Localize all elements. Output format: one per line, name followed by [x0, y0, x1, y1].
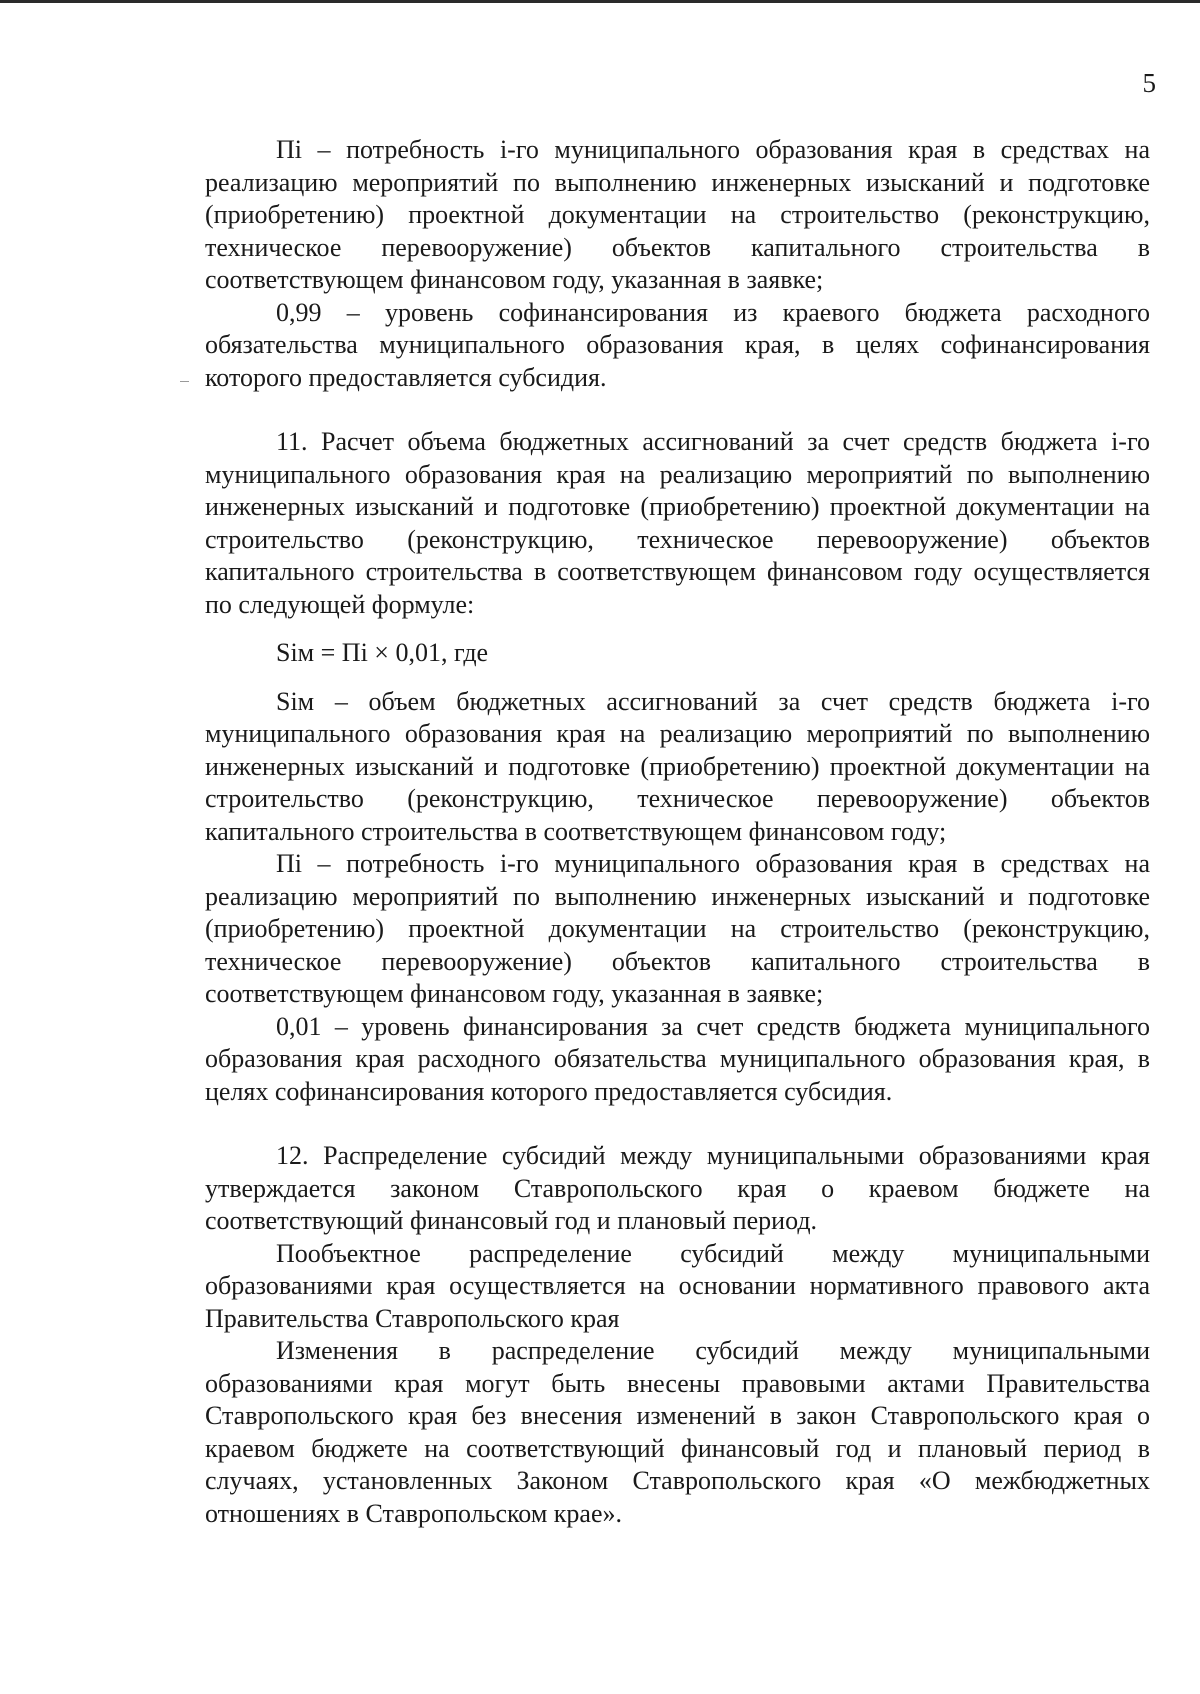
- distribution-changes-paragraph: Изменения в распределение субсидий между муниципальными образованиями края могут быть внесены правовыми актами Правительства Ставропольского края без внесения изменений в закон Ставропольского края о краевом бюджете на соответствующий финансовый год и плановый период в случаях, установленных Законом Ставропольского края «О межбюджетных отношениях в Ставропольском крае».: [205, 1336, 1150, 1528]
- definition-001: 0,01 – уровень финансирования за счет средств бюджета муниципального образования края расходного обязательства муниципального образования края, в целях софинансирования которого предоставляется субсидия.: [205, 1011, 1150, 1106]
- definition-pi-second: Пi – потребность i-го муниципального образования края в средствах на реализацию мероприятий по выполнению инженерных изысканий и подготовке (приобретению) проектной документации на строительство (реконструкцию, техническое перевооружение) объектов капитального строительства в соответствующем финансовом году, указанная в заявке;: [205, 849, 1150, 1008]
- margin-mark: [180, 381, 189, 382]
- page-number: 5: [1142, 68, 1156, 98]
- document-body: [205, 134, 1150, 1530]
- clause-11: 11. Расчет объема бюджетных ассигнований за счет средств бюджета i-го муниципального образования края на реализацию мероприятий по выполнению инженерных изысканий и подготовке (приобретению) проектной документации на строительство (реконструкцию, техническое перевооружение) объектов капитального строительства в соответствующем финансовом году осуществляется по следующей формуле:: [205, 427, 1150, 619]
- object-distribution-paragraph: Пообъектное распределение субсидий между муниципальными образованиями края осуществляется на основании нормативного правового акта Правительства Ставропольского края: [205, 1238, 1150, 1333]
- definition-099: 0,99 – уровень софинансирования из краевого бюджета расходного обязательства муниципального образования края, в целях софинансирования которого предоставляется субсидия.: [205, 297, 1150, 392]
- clause-12: 12. Распределение субсидий между муниципальными образованиями края утверждается законом Ставропольского края о краевом бюджете на соответствующий финансовый год и плановый период.: [205, 1141, 1150, 1235]
- definition-pi-first: Пi – потребность i-го муниципального образования края в средствах на реализацию мероприятий по выполнению инженерных изысканий и подготовке (приобретению) проектной документации на строительство (реконструкцию, техническое перевооружение) объектов капитального строительства в соответствующем финансовом году, указанная в заявке;: [205, 135, 1150, 294]
- definition-sim: Siм – объем бюджетных ассигнований за счет средств бюджета i-го муниципального образования края на реализацию мероприятий по выполнению инженерных изысканий и подготовке (приобретению) проектной документации на строительство (реконструкцию, техническое перевооружение) объектов капитального строительства в соответствующем финансовом году;: [205, 686, 1150, 846]
- scan-top-edge: [0, 0, 1200, 3]
- formula: Siм = Пi × 0,01, где: [276, 638, 489, 667]
